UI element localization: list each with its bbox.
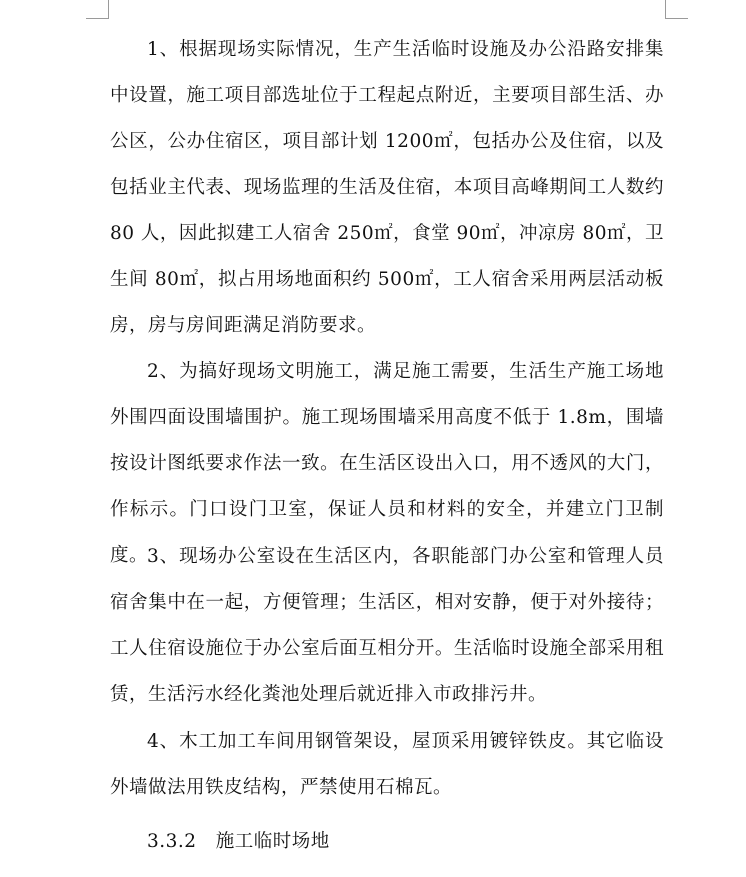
paragraph-4	[110, 719, 664, 811]
paragraph-3-text: 3、现场办公室设在生活区内，各职能部门办公室和管理人员宿舍集中在一起，方便管理；生活区，相对安静，便于对外接待；工人住宿设施位于办公室后面互相分开。生活临时设施全部采用租赁，生活污水经化粪池处理后就近排入市政排污井。	[110, 546, 664, 705]
section-heading: 3.3.2 施工临时场地	[147, 831, 330, 852]
page-corner-mark-right	[665, 0, 688, 19]
paragraph-2-text: 2、为搞好现场文明施工，满足施工需要，生活生产施工场地外围四面设围墙围护。施工现场围墙采用高度不低于 1.8m，围墙按设计图纸要求作法一致。在生活区设出入口，用不透风的大门，作标示。门口设门卫室，保证人员和材料的安全，并建立门卫制度。	[110, 361, 664, 566]
paragraph-1-text: 1、根据现场实际情况，生产生活临时设施及办公沿路安排集中设置，施工项目部选址位于工程起点附近，主要项目部生活、办公区，公办住宿区，项目部计划 1200㎡，包括办公及住宿，以及包括业主代表、现场监理的生活及住宿，本项目高峰期间工人数约 80 人，因此拟建工人宿舍 250㎡，食堂 90㎡，冲凉房 80㎡，卫生间 80㎡，拟占用场地面积约 500㎡，工人宿舍采用两层活动板房，房与房间距满足消防要求。	[110, 39, 664, 336]
paragraph-1	[110, 27, 664, 349]
page-corner-mark-left	[86, 0, 109, 19]
paragraph-3	[110, 534, 664, 718]
paragraph-4-text: 4、木工加工车间用钢管架设，屋顶采用镀锌铁皮。其它临设外墙做法用铁皮结构，严禁使用石棉瓦。	[110, 731, 664, 798]
